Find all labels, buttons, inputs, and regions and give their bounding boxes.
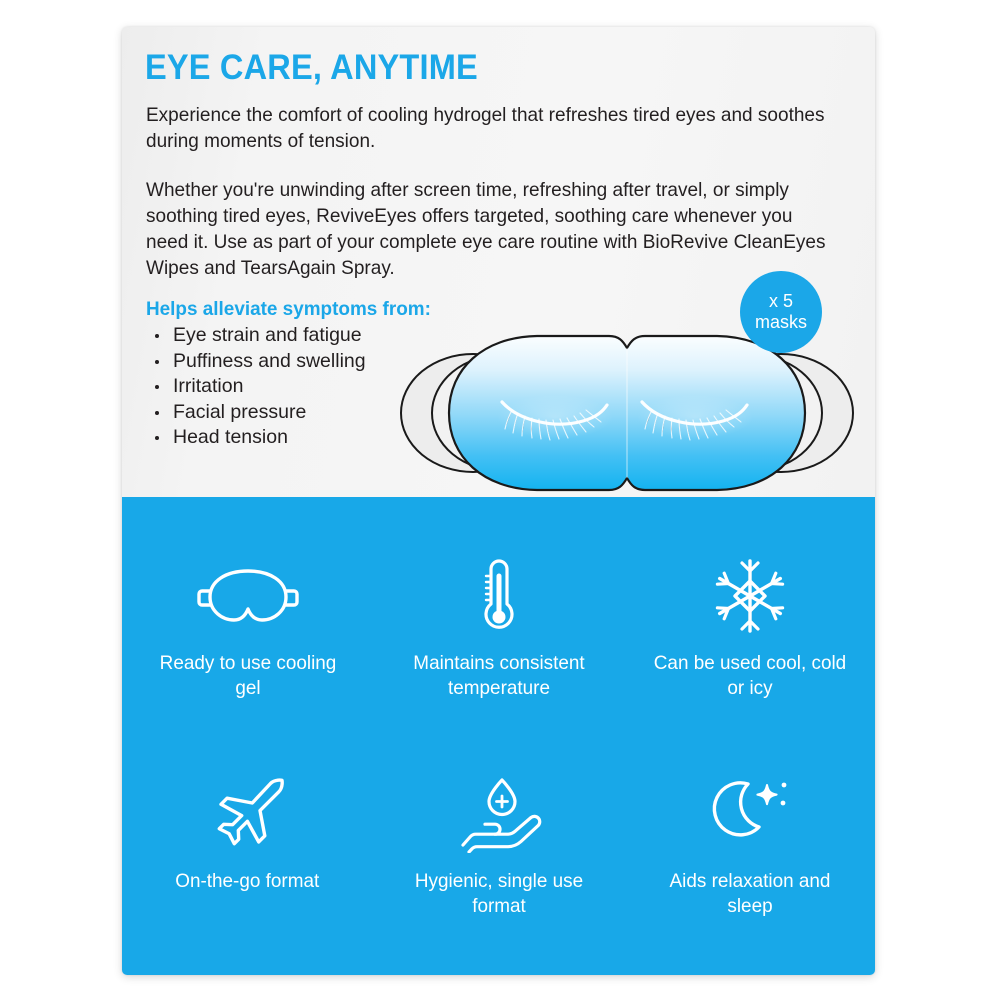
feature-on-the-go (122, 775, 373, 919)
feature-caption: Ready to use cooling gel (159, 652, 336, 699)
page-title: EYE CARE, ANYTIME (145, 48, 478, 87)
list-item: Eye strain and fatigue (146, 323, 486, 349)
badge-line-1: x 5 (768, 291, 793, 311)
thermometer-icon (464, 557, 534, 635)
feature-hygienic-single-use (373, 775, 624, 919)
package-features-panel (122, 497, 875, 975)
feature-consistent-temperature (373, 557, 624, 701)
intro-paragraph-2: Whether you're unwinding after screen time, refreshing after travel, or simply soothing tired eyes, ReviveEyes offers targeted, soothing care whenever you need it. Use as part of your complete eye care routine with BioRevive CleanEyes Wipes and TearsAgain Spray. (146, 179, 826, 279)
badge-line-2: masks (754, 312, 807, 332)
package-top-panel (122, 27, 875, 497)
feature-caption: Can be used cool, cold or icy (653, 652, 846, 699)
symptoms-heading: Helps alleviate symptoms from: (146, 298, 431, 320)
snowflake-icon (711, 557, 789, 635)
features-grid (122, 557, 875, 919)
list-item: Irritation (146, 374, 486, 400)
list-item: Head tension (146, 425, 486, 451)
feature-caption: On-the-go format (175, 870, 320, 892)
feature-aids-relaxation (624, 775, 875, 919)
airplane-icon (207, 775, 289, 853)
sleep-mask-icon (188, 557, 308, 635)
list-item: Facial pressure (146, 400, 486, 426)
feature-caption: Maintains consistent temperature (412, 652, 585, 699)
hand-droplet-icon (453, 775, 545, 853)
quantity-badge (740, 271, 822, 353)
moon-stars-icon (707, 775, 793, 853)
feature-caption: Aids relaxation and sleep (669, 870, 830, 917)
product-package-card (122, 27, 875, 975)
feature-caption: Hygienic, single use format (414, 870, 583, 917)
feature-cool-cold-icy (624, 557, 875, 701)
feature-ready-to-use (122, 557, 373, 701)
intro-paragraph-1: Experience the comfort of cooling hydrogel that refreshes tired eyes and soothes during moments of tension. (146, 104, 825, 152)
list-item: Puffiness and swelling (146, 349, 486, 375)
